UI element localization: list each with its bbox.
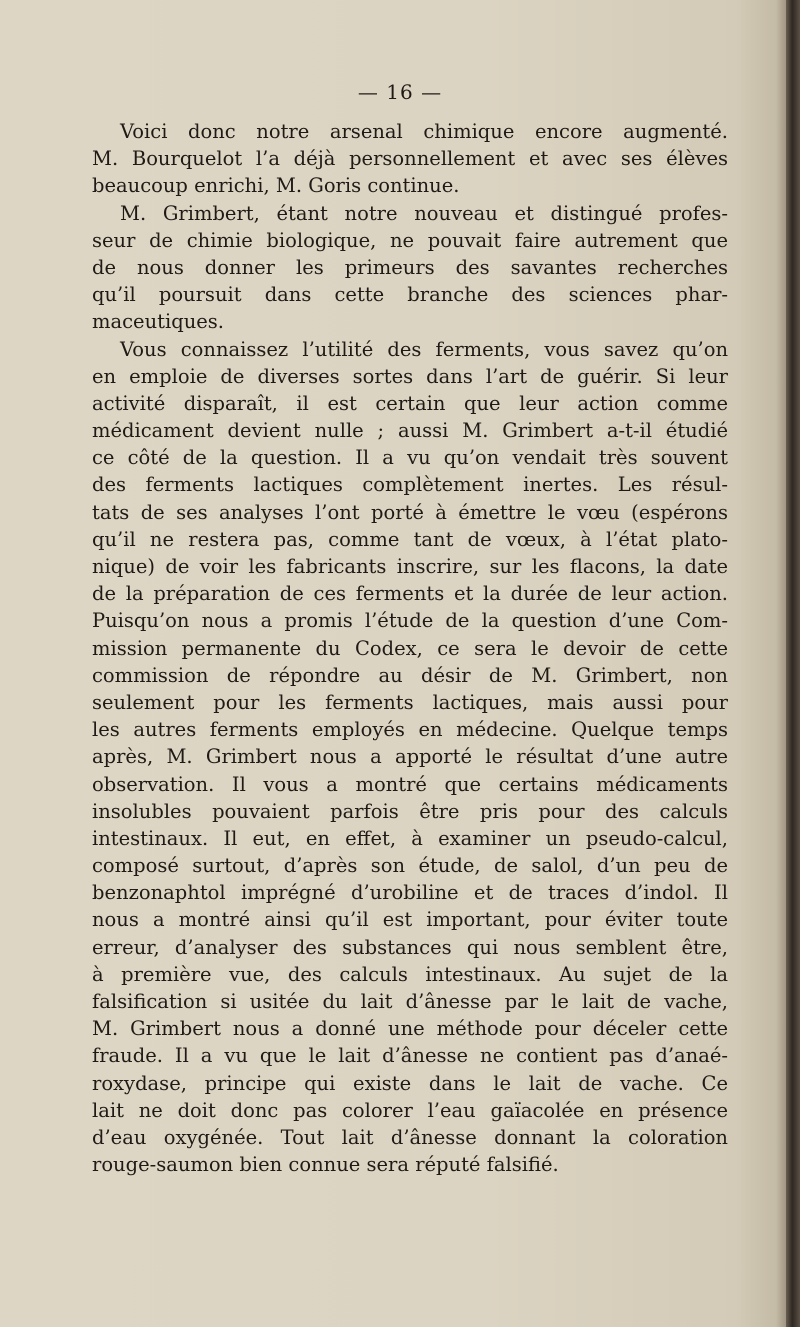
text-line: commission de répondre au désir de M. Grimbert, non [92,663,728,687]
text-line: les autres ferments employés en médecine. Quelque temps [92,718,728,742]
text-line: mission permanente du Codex, ce sera le devoir de cette [92,636,728,660]
text-line: tats de ses analyses l’ont porté à émettre le vœu (espérons [92,500,728,524]
text-line: insolubles pouvaient parfois être pris pour des calculs [92,799,728,823]
text-line: seulement pour les ferments lactiques, mais aussi pour [92,690,728,714]
text-line: Vous connaissez l’utilité des ferments, vous savez qu’on [120,337,728,361]
text-line: en emploie de diverses sortes dans l’art de guérir. Si leur [92,364,728,388]
page-number-header: — 16 — [357,80,443,104]
text-line: des ferments lactiques complètement inertes. Les résul- [92,473,728,497]
text-line: d’eau oxygénée. Tout lait d’ânesse donnant la coloration [92,1125,728,1149]
text-line: à première vue, des calculs intestinaux. Au sujet de la [92,962,728,986]
text-line: activité disparaît, il est certain que leur action comme [92,391,728,415]
body-text [92,118,728,1178]
text-line: lait ne doit donc pas colorer l’eau gaïacolée en présence [92,1098,728,1122]
text-line: Puisqu’on nous a promis l’étude de la question d’une Com- [92,609,728,633]
text-line: beaucoup enrichi, M. Goris continue. [92,174,460,198]
book-spine [786,0,800,1327]
text-line: M. Grimbert nous a donné une méthode pour déceler cette [92,1017,728,1041]
page-gutter-shadow [776,0,786,1327]
text-line: ce côté de la question. Il a vu qu’on vendait très souvent [92,446,728,470]
text-line: composé surtout, d’après son étude, de salol, d’un peu de [92,854,728,878]
text-line: Voici donc notre arsenal chimique encore augmenté. [120,120,728,143]
text-line: erreur, d’analyser des substances qui nous semblent être, [92,935,728,959]
text-line: M. Bourquelot l’a déjà personnellement et avec ses élèves [92,147,728,171]
text-line: qu’il ne restera pas, comme tant de vœux, à l’état plato- [92,527,728,551]
text-line: qu’il poursuit dans cette branche des sciences phar- [92,283,728,307]
text-line: intestinaux. Il eut, en effet, à examiner un pseudo-calcul, [92,826,728,850]
text-line: de nous donner les primeurs des savantes recherches [92,255,728,279]
text-line: fraude. Il a vu que le lait d’ânesse ne contient pas d’anaé- [92,1044,728,1068]
text-line: après, M. Grimbert nous a apporté le résultat d’une autre [92,745,728,769]
text-line: benzonaphtol imprégné d’urobiline et de traces d’indol. Il [92,881,728,905]
text-line: nous a montré ainsi qu’il est important, pour éviter toute [92,908,728,932]
text-line: maceutiques. [92,310,224,334]
text-line: falsification si usitée du lait d’ânesse par le lait de vache, [92,990,728,1013]
text-line: de la préparation de ces ferments et la durée de leur action. [92,582,728,606]
text-line: observation. Il vous a montré que certains médicaments [92,772,728,796]
text-line: roxydase, principe qui existe dans le lait de vache. Ce [92,1071,728,1095]
text-line: nique) de voir les fabricants inscrire, sur les flacons, la date [92,555,728,578]
text-line: médicament devient nulle ; aussi M. Grimbert a-t-il étudié [92,419,728,443]
text-line: rouge-saumon bien connue sera réputé falsifié. [92,1153,559,1177]
text-line: seur de chimie biologique, ne pouvait faire autrement que [92,228,728,252]
text-line: M. Grimbert, étant notre nouveau et distingué profes- [120,201,728,225]
